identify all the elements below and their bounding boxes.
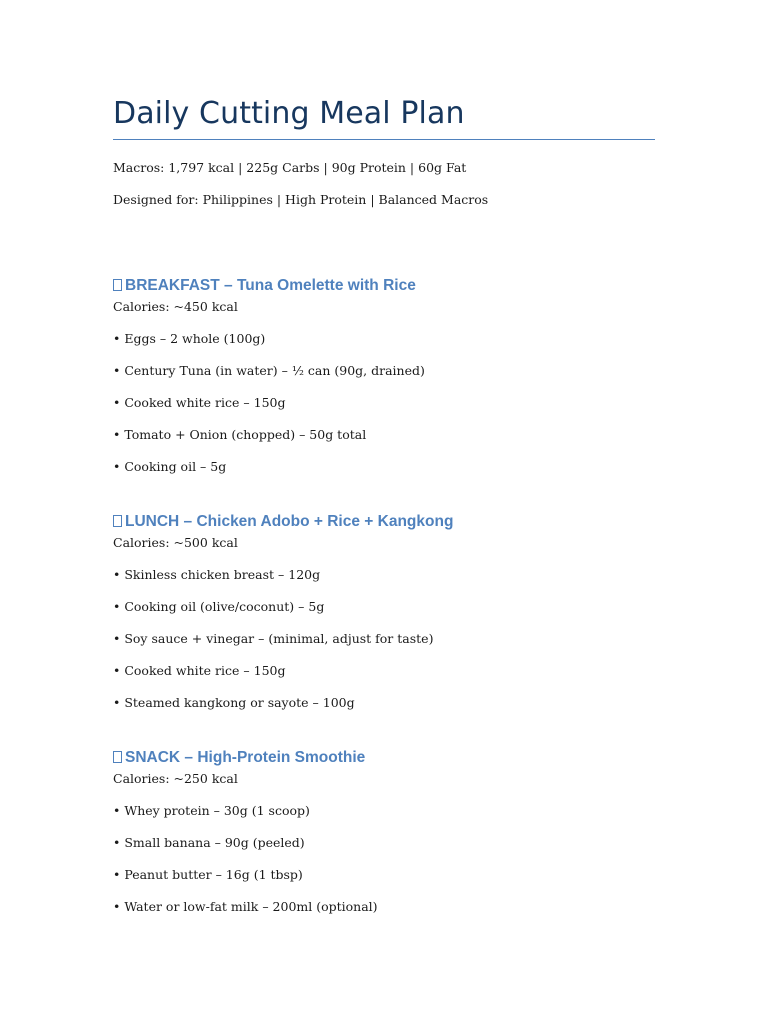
list-item: • Cooked white rice – 150g bbox=[113, 395, 286, 410]
lunch-heading-text: LUNCH – Chicken Adobo + Rice + Kangkong bbox=[125, 513, 454, 530]
list-item: • Cooked white rice – 150g bbox=[113, 663, 286, 678]
list-item: • Small banana – 90g (peeled) bbox=[113, 835, 305, 850]
missing-glyph-box-icon bbox=[113, 751, 122, 763]
list-item: • Century Tuna (in water) – ½ can (90g, drained) bbox=[113, 363, 425, 378]
list-item: • Cooking oil – 5g bbox=[113, 459, 227, 474]
breakfast-heading bbox=[113, 276, 416, 296]
snack-calories: Calories: ~250 kcal bbox=[113, 771, 238, 786]
snack-heading-text: SNACK – High-Protein Smoothie bbox=[125, 749, 366, 766]
list-item: • Peanut butter – 16g (1 tbsp) bbox=[113, 867, 303, 882]
list-item: • Whey protein – 30g (1 scoop) bbox=[113, 803, 310, 818]
snack-heading bbox=[113, 748, 365, 768]
lunch-heading bbox=[113, 512, 453, 532]
list-item: • Tomato + Onion (chopped) – 50g total bbox=[113, 427, 367, 442]
list-item: • Eggs – 2 whole (100g) bbox=[113, 331, 266, 346]
missing-glyph-box-icon bbox=[113, 515, 122, 527]
list-item: • Soy sauce + vinegar – (minimal, adjust for taste) bbox=[113, 631, 434, 646]
designed-for-line: Designed for: Philippines | High Protein | Balanced Macros bbox=[113, 192, 489, 207]
list-item: • Cooking oil (olive/coconut) – 5g bbox=[113, 599, 325, 614]
title-underline bbox=[113, 139, 655, 140]
missing-glyph-box-icon bbox=[113, 279, 122, 291]
list-item: • Steamed kangkong or sayote – 100g bbox=[113, 695, 355, 710]
page-title: Daily Cutting Meal Plan bbox=[113, 96, 465, 131]
lunch-calories: Calories: ~500 kcal bbox=[113, 535, 238, 550]
list-item: • Skinless chicken breast – 120g bbox=[113, 567, 321, 582]
macros-line: Macros: 1,797 kcal | 225g Carbs | 90g Protein | 60g Fat bbox=[113, 160, 467, 175]
breakfast-calories: Calories: ~450 kcal bbox=[113, 299, 238, 314]
breakfast-heading-text: BREAKFAST – Tuna Omelette with Rice bbox=[125, 277, 416, 294]
list-item: • Water or low-fat milk – 200ml (optional) bbox=[113, 899, 378, 914]
